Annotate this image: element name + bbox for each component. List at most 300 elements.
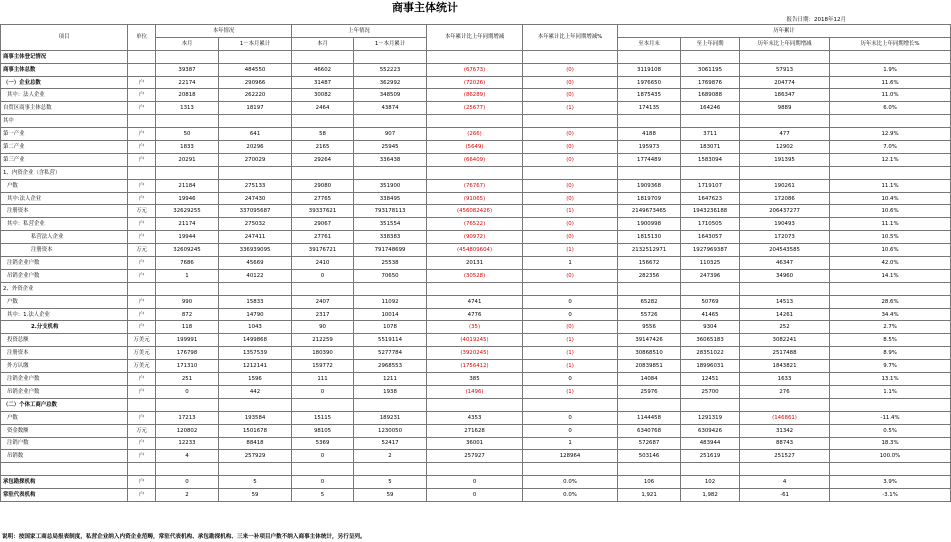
cell-ytd-pct: (0) bbox=[523, 63, 618, 76]
cell-last-cumulative: 59 bbox=[354, 489, 427, 502]
row-unit: 户 bbox=[128, 489, 156, 502]
cell-this-month bbox=[156, 282, 219, 295]
cell-ytd-pct bbox=[523, 166, 618, 179]
cell-last-month: 212259 bbox=[292, 334, 354, 347]
table-row bbox=[1, 463, 951, 476]
row-unit: 万元 bbox=[128, 244, 156, 257]
row-label: 商事主体总数 bbox=[1, 63, 128, 76]
cell-cumulative: 1499868 bbox=[219, 334, 292, 347]
cell-cumulative: 5 bbox=[219, 476, 292, 489]
cell-cumulative: 45669 bbox=[219, 257, 292, 270]
row-label: 资金数额 bbox=[1, 424, 128, 437]
row-label: 私营法人企业 bbox=[1, 231, 128, 244]
row-unit bbox=[128, 50, 156, 63]
cell-ytd-pct: (1) bbox=[523, 360, 618, 373]
cell-to-month-end bbox=[618, 50, 681, 63]
cell-ytd-change: 0 bbox=[427, 489, 523, 502]
cell-hist-change: 12902 bbox=[740, 141, 830, 154]
row-unit: 户 bbox=[128, 128, 156, 141]
cell-hist-pct: 10.6% bbox=[830, 205, 951, 218]
table-row bbox=[1, 385, 951, 398]
cell-hist-pct: 12.9% bbox=[830, 128, 951, 141]
cell-this-month: 50 bbox=[156, 128, 219, 141]
cell-this-month: 1313 bbox=[156, 102, 219, 115]
row-unit: 户 bbox=[128, 411, 156, 424]
row-unit bbox=[128, 115, 156, 128]
cell-to-last-period: 164246 bbox=[681, 102, 740, 115]
cell-ytd-pct: (1) bbox=[523, 347, 618, 360]
cell-this-month: 21184 bbox=[156, 179, 219, 192]
cell-to-month-end: 174135 bbox=[618, 102, 681, 115]
cell-this-month: 1 bbox=[156, 269, 219, 282]
cell-ytd-pct: (0) bbox=[523, 218, 618, 231]
cell-to-last-period: 1689088 bbox=[681, 89, 740, 102]
row-unit: 户 bbox=[128, 89, 156, 102]
cell-ytd-pct: (0) bbox=[523, 128, 618, 141]
cell-cumulative: 20296 bbox=[219, 141, 292, 154]
cell-to-month-end: 14084 bbox=[618, 373, 681, 386]
cell-last-month: 0 bbox=[292, 385, 354, 398]
cell-ytd-change: 257927 bbox=[427, 450, 523, 463]
cell-last-month: 15115 bbox=[292, 411, 354, 424]
table-row bbox=[1, 360, 951, 373]
cell-last-cumulative: 1078 bbox=[354, 321, 427, 334]
cell-to-month-end bbox=[618, 115, 681, 128]
cell-cumulative bbox=[219, 166, 292, 179]
header-history: 历年累计 bbox=[618, 25, 951, 38]
table-row bbox=[1, 63, 951, 76]
cell-cumulative: 1212141 bbox=[219, 360, 292, 373]
cell-hist-change: 172073 bbox=[740, 231, 830, 244]
cell-this-month: 872 bbox=[156, 308, 219, 321]
cell-last-month: 2165 bbox=[292, 141, 354, 154]
cell-hist-pct: 13.1% bbox=[830, 373, 951, 386]
table-row bbox=[1, 411, 951, 424]
cell-last-cumulative: 348509 bbox=[354, 89, 427, 102]
cell-to-last-period bbox=[681, 50, 740, 63]
cell-cumulative: 247430 bbox=[219, 192, 292, 205]
cell-last-month: 2317 bbox=[292, 308, 354, 321]
cell-last-cumulative: 43874 bbox=[354, 102, 427, 115]
header-unit: 单位 bbox=[128, 25, 156, 51]
table-row bbox=[1, 128, 951, 141]
cell-to-month-end: 65282 bbox=[618, 295, 681, 308]
cell-this-month: 2 bbox=[156, 489, 219, 502]
cell-to-month-end: 4188 bbox=[618, 128, 681, 141]
cell-to-last-period: 1927969387 bbox=[681, 244, 740, 257]
cell-to-month-end: 1819709 bbox=[618, 192, 681, 205]
cell-ytd-change: (66409) bbox=[427, 153, 523, 166]
cell-last-cumulative: 907 bbox=[354, 128, 427, 141]
cell-to-last-period: 247396 bbox=[681, 269, 740, 282]
cell-last-month: 27761 bbox=[292, 231, 354, 244]
cell-to-last-period bbox=[681, 166, 740, 179]
cell-hist-change: 46347 bbox=[740, 257, 830, 270]
header-to-last-period: 至上年同期 bbox=[681, 37, 740, 50]
cell-hist-change: 1843821 bbox=[740, 360, 830, 373]
cell-ytd-change bbox=[427, 166, 523, 179]
cell-hist-pct: 28.6% bbox=[830, 295, 951, 308]
row-unit: 户 bbox=[128, 153, 156, 166]
cell-to-last-period: 1647623 bbox=[681, 192, 740, 205]
cell-ytd-pct: (1) bbox=[523, 334, 618, 347]
cell-to-last-period: 251619 bbox=[681, 450, 740, 463]
header-hist-pct: 历年末比上年同期增长% bbox=[830, 37, 951, 50]
cell-last-month: 58 bbox=[292, 128, 354, 141]
cell-ytd-pct: (1) bbox=[523, 244, 618, 257]
cell-last-cumulative bbox=[354, 398, 427, 411]
cell-to-last-period: 1710505 bbox=[681, 218, 740, 231]
cell-this-month: 32629255 bbox=[156, 205, 219, 218]
cell-to-last-period: 1769876 bbox=[681, 76, 740, 89]
cell-cumulative: 275032 bbox=[219, 218, 292, 231]
cell-ytd-pct: 0 bbox=[523, 411, 618, 424]
row-label: 注销户数 bbox=[1, 437, 128, 450]
cell-cumulative: 18197 bbox=[219, 102, 292, 115]
cell-last-month: 27765 bbox=[292, 192, 354, 205]
cell-this-month: 176798 bbox=[156, 347, 219, 360]
row-unit bbox=[128, 398, 156, 411]
cell-this-month: 22174 bbox=[156, 76, 219, 89]
header-this-month: 本月 bbox=[156, 37, 219, 50]
cell-hist-change bbox=[740, 398, 830, 411]
cell-to-last-period: 1291319 bbox=[681, 411, 740, 424]
cell-to-month-end: 156672 bbox=[618, 257, 681, 270]
cell-this-month: 118 bbox=[156, 321, 219, 334]
cell-ytd-change: (30528) bbox=[427, 269, 523, 282]
table-row bbox=[1, 76, 951, 89]
cell-to-month-end: 1144458 bbox=[618, 411, 681, 424]
cell-last-cumulative bbox=[354, 282, 427, 295]
cell-ytd-change: 4741 bbox=[427, 295, 523, 308]
cell-ytd-pct: (0) bbox=[523, 89, 618, 102]
table-row bbox=[1, 141, 951, 154]
cell-last-cumulative: 70650 bbox=[354, 269, 427, 282]
cell-hist-change: 186347 bbox=[740, 89, 830, 102]
cell-ytd-change: (76767) bbox=[427, 179, 523, 192]
cell-this-month: 120802 bbox=[156, 424, 219, 437]
cell-last-month: 39337621 bbox=[292, 205, 354, 218]
cell-ytd-pct bbox=[523, 115, 618, 128]
cell-this-month: 19944 bbox=[156, 231, 219, 244]
cell-ytd-pct: (0) bbox=[523, 179, 618, 192]
cell-hist-change: -61 bbox=[740, 489, 830, 502]
cell-hist-pct: 8.9% bbox=[830, 347, 951, 360]
cell-to-last-period: 3061195 bbox=[681, 63, 740, 76]
cell-to-last-period: 28351022 bbox=[681, 347, 740, 360]
cell-to-last-period bbox=[681, 115, 740, 128]
cell-last-month: 46602 bbox=[292, 63, 354, 76]
cell-ytd-pct: 0 bbox=[523, 373, 618, 386]
table-row bbox=[1, 153, 951, 166]
row-unit: 户 bbox=[128, 231, 156, 244]
cell-last-month bbox=[292, 463, 354, 476]
cell-ytd-change: (5649) bbox=[427, 141, 523, 154]
cell-to-last-period: 1,982 bbox=[681, 489, 740, 502]
table-header bbox=[1, 25, 951, 51]
cell-last-month bbox=[292, 282, 354, 295]
cell-ytd-change bbox=[427, 463, 523, 476]
row-label: 吊销企业户数 bbox=[1, 385, 128, 398]
cell-hist-pct: 11.0% bbox=[830, 89, 951, 102]
cell-this-month: 7686 bbox=[156, 257, 219, 270]
cell-last-month: 98105 bbox=[292, 424, 354, 437]
cell-cumulative: 290966 bbox=[219, 76, 292, 89]
cell-to-last-period: 1643057 bbox=[681, 231, 740, 244]
cell-hist-pct: 18.3% bbox=[830, 437, 951, 450]
cell-last-cumulative bbox=[354, 463, 427, 476]
cell-hist-pct: 11.1% bbox=[830, 218, 951, 231]
table-row bbox=[1, 450, 951, 463]
row-unit: 万元 bbox=[128, 205, 156, 218]
cell-this-month: 19946 bbox=[156, 192, 219, 205]
cell-to-month-end: 282356 bbox=[618, 269, 681, 282]
cell-cumulative: 59 bbox=[219, 489, 292, 502]
cell-last-cumulative: 791748699 bbox=[354, 244, 427, 257]
row-label: 注册资本 bbox=[1, 347, 128, 360]
cell-hist-pct: 9.7% bbox=[830, 360, 951, 373]
cell-to-last-period: 3711 bbox=[681, 128, 740, 141]
table-row bbox=[1, 437, 951, 450]
cell-this-month: 0 bbox=[156, 476, 219, 489]
cell-hist-change: 14261 bbox=[740, 308, 830, 321]
cell-ytd-change bbox=[427, 282, 523, 295]
cell-to-month-end: 6340768 bbox=[618, 424, 681, 437]
cell-cumulative bbox=[219, 50, 292, 63]
cell-cumulative: 336939095 bbox=[219, 244, 292, 257]
cell-last-month bbox=[292, 398, 354, 411]
cell-cumulative: 1357539 bbox=[219, 347, 292, 360]
cell-this-month: 39387 bbox=[156, 63, 219, 76]
cell-hist-pct: 0.5% bbox=[830, 424, 951, 437]
table-row bbox=[1, 282, 951, 295]
row-label: 商事主体登记情况 bbox=[1, 50, 128, 63]
cell-cumulative: 193584 bbox=[219, 411, 292, 424]
row-unit: 万元 bbox=[128, 424, 156, 437]
cell-hist-change: 57913 bbox=[740, 63, 830, 76]
footnote: 说明：按国家工商总局报表制度，私营企业纳入内资企业范畴，常驻代表机构、承包勘探机构、三来一补项目户数不纳入商事主体统计，另行呈列。 bbox=[2, 534, 366, 540]
cell-ytd-change: (90972) bbox=[427, 231, 523, 244]
cell-ytd-change: 36001 bbox=[427, 437, 523, 450]
cell-last-cumulative: 2 bbox=[354, 450, 427, 463]
cell-hist-change bbox=[740, 50, 830, 63]
row-label: 其中：法人企业 bbox=[1, 89, 128, 102]
cell-cumulative: 442 bbox=[219, 385, 292, 398]
cell-ytd-pct: (0) bbox=[523, 141, 618, 154]
cell-to-last-period: 6309426 bbox=[681, 424, 740, 437]
row-unit: 户 bbox=[128, 385, 156, 398]
cell-hist-pct: 42.0% bbox=[830, 257, 951, 270]
table-row bbox=[1, 231, 951, 244]
header-last-cumulative: 1－本月累计 bbox=[354, 37, 427, 50]
cell-last-month: 29080 bbox=[292, 179, 354, 192]
cell-to-month-end: 20839851 bbox=[618, 360, 681, 373]
row-label: 第三产业 bbox=[1, 153, 128, 166]
cell-last-cumulative: 52417 bbox=[354, 437, 427, 450]
cell-ytd-pct: (0) bbox=[523, 76, 618, 89]
cell-last-cumulative: 351900 bbox=[354, 179, 427, 192]
cell-hist-change: 88743 bbox=[740, 437, 830, 450]
cell-hist-pct bbox=[830, 115, 951, 128]
cell-hist-change: 2517488 bbox=[740, 347, 830, 360]
cell-last-month: 111 bbox=[292, 373, 354, 386]
cell-hist-pct bbox=[830, 398, 951, 411]
row-unit: 户 bbox=[128, 102, 156, 115]
cell-hist-change: 14513 bbox=[740, 295, 830, 308]
row-unit: 户 bbox=[128, 257, 156, 270]
cell-ytd-change: 271628 bbox=[427, 424, 523, 437]
cell-hist-change: 190261 bbox=[740, 179, 830, 192]
cell-ytd-change: (1756412) bbox=[427, 360, 523, 373]
table-row bbox=[1, 218, 951, 231]
cell-ytd-change: 4353 bbox=[427, 411, 523, 424]
table-row bbox=[1, 50, 951, 63]
cell-hist-change: 204774 bbox=[740, 76, 830, 89]
cell-ytd-pct: (1) bbox=[523, 205, 618, 218]
cell-last-cumulative: 1211 bbox=[354, 373, 427, 386]
cell-hist-change: 3082241 bbox=[740, 334, 830, 347]
cell-ytd-pct: 0.0% bbox=[523, 476, 618, 489]
row-label: 承包勘探机构 bbox=[1, 476, 128, 489]
row-label: 户数 bbox=[1, 411, 128, 424]
table-row bbox=[1, 102, 951, 115]
row-label: 注册资本 bbox=[1, 205, 128, 218]
header-last-year: 上年情况 bbox=[292, 25, 427, 38]
cell-this-month: 990 bbox=[156, 295, 219, 308]
cell-last-month: 0 bbox=[292, 450, 354, 463]
table-row bbox=[1, 347, 951, 360]
cell-hist-change: 191395 bbox=[740, 153, 830, 166]
cell-hist-change: 31342 bbox=[740, 424, 830, 437]
cell-hist-change bbox=[740, 115, 830, 128]
table-row bbox=[1, 244, 951, 257]
table-row bbox=[1, 257, 951, 270]
cell-hist-change: 34960 bbox=[740, 269, 830, 282]
cell-last-cumulative: 362992 bbox=[354, 76, 427, 89]
cell-last-month: 29264 bbox=[292, 153, 354, 166]
cell-hist-pct bbox=[830, 50, 951, 63]
cell-hist-change: 252 bbox=[740, 321, 830, 334]
cell-this-month: 199991 bbox=[156, 334, 219, 347]
cell-to-month-end: 1815130 bbox=[618, 231, 681, 244]
cell-cumulative: 14790 bbox=[219, 308, 292, 321]
cell-to-month-end: 9556 bbox=[618, 321, 681, 334]
table-row bbox=[1, 308, 951, 321]
row-label: 其中：私营企业 bbox=[1, 218, 128, 231]
cell-cumulative: 88418 bbox=[219, 437, 292, 450]
cell-to-month-end bbox=[618, 398, 681, 411]
cell-to-month-end: 3119108 bbox=[618, 63, 681, 76]
cell-hist-change: 172086 bbox=[740, 192, 830, 205]
cell-to-last-period: 110325 bbox=[681, 257, 740, 270]
cell-ytd-change: (3920245) bbox=[427, 347, 523, 360]
row-label: 其中：1.法人企业 bbox=[1, 308, 128, 321]
cell-last-month: 2407 bbox=[292, 295, 354, 308]
cell-to-last-period: 483944 bbox=[681, 437, 740, 450]
cell-cumulative bbox=[219, 282, 292, 295]
cell-to-month-end: 195973 bbox=[618, 141, 681, 154]
row-unit: 户 bbox=[128, 192, 156, 205]
row-unit: 户 bbox=[128, 437, 156, 450]
page-title: 商事主体统计 bbox=[392, 1, 458, 14]
cell-to-last-period: 1943236188 bbox=[681, 205, 740, 218]
row-unit: 户 bbox=[128, 76, 156, 89]
cell-ytd-pct: 128964 bbox=[523, 450, 618, 463]
cell-last-cumulative: 793178113 bbox=[354, 205, 427, 218]
table-row bbox=[1, 89, 951, 102]
cell-ytd-pct: (0) bbox=[523, 153, 618, 166]
cell-cumulative: 1043 bbox=[219, 321, 292, 334]
cell-ytd-pct: 0 bbox=[523, 424, 618, 437]
cell-this-month: 171310 bbox=[156, 360, 219, 373]
cell-this-month: 32609245 bbox=[156, 244, 219, 257]
cell-hist-pct: 14.1% bbox=[830, 269, 951, 282]
cell-ytd-pct: (0) bbox=[523, 269, 618, 282]
header-cumulative: 1－本月累计 bbox=[219, 37, 292, 50]
cell-hist-change: 206437277 bbox=[740, 205, 830, 218]
row-label: 注销企业户数 bbox=[1, 373, 128, 386]
row-unit: 户 bbox=[128, 308, 156, 321]
cell-cumulative bbox=[219, 115, 292, 128]
cell-this-month: 20291 bbox=[156, 153, 219, 166]
cell-ytd-pct: 0 bbox=[523, 295, 618, 308]
row-unit: 户 bbox=[128, 321, 156, 334]
cell-ytd-change: (76522) bbox=[427, 218, 523, 231]
row-label: 第一产业 bbox=[1, 128, 128, 141]
cell-hist-change: 9889 bbox=[740, 102, 830, 115]
cell-cumulative: 337095687 bbox=[219, 205, 292, 218]
cell-this-month: 251 bbox=[156, 373, 219, 386]
cell-hist-pct bbox=[830, 282, 951, 295]
cell-to-last-period: 12451 bbox=[681, 373, 740, 386]
cell-to-month-end: 2149673465 bbox=[618, 205, 681, 218]
cell-to-last-period: 41465 bbox=[681, 308, 740, 321]
cell-last-cumulative: 338383 bbox=[354, 231, 427, 244]
statistics-table bbox=[0, 24, 951, 502]
row-label: 吊销企业户数 bbox=[1, 269, 128, 282]
cell-this-month bbox=[156, 115, 219, 128]
cell-last-cumulative: 552223 bbox=[354, 63, 427, 76]
cell-last-month: 159772 bbox=[292, 360, 354, 373]
cell-hist-change: (146861) bbox=[740, 411, 830, 424]
row-label: 户数 bbox=[1, 179, 128, 192]
table-row bbox=[1, 321, 951, 334]
cell-hist-pct: 3.9% bbox=[830, 476, 951, 489]
cell-this-month: 4 bbox=[156, 450, 219, 463]
cell-this-month bbox=[156, 463, 219, 476]
cell-last-cumulative: 2968553 bbox=[354, 360, 427, 373]
cell-hist-pct: 7.0% bbox=[830, 141, 951, 154]
cell-hist-change: 251527 bbox=[740, 450, 830, 463]
cell-hist-pct: -11.4% bbox=[830, 411, 951, 424]
table-row bbox=[1, 489, 951, 502]
cell-hist-change bbox=[740, 166, 830, 179]
cell-hist-change: 477 bbox=[740, 128, 830, 141]
cell-hist-pct: 12.1% bbox=[830, 153, 951, 166]
table-row bbox=[1, 334, 951, 347]
row-unit bbox=[128, 463, 156, 476]
cell-ytd-change: (1496) bbox=[427, 385, 523, 398]
cell-ytd-change: (25677) bbox=[427, 102, 523, 115]
cell-ytd-pct: (0) bbox=[523, 192, 618, 205]
table-row bbox=[1, 476, 951, 489]
row-unit: 户 bbox=[128, 179, 156, 192]
table-row bbox=[1, 166, 951, 179]
cell-hist-change: 204543585 bbox=[740, 244, 830, 257]
row-label: 注册资本 bbox=[1, 244, 128, 257]
row-unit: 户 bbox=[128, 373, 156, 386]
cell-ytd-change: (456082426) bbox=[427, 205, 523, 218]
